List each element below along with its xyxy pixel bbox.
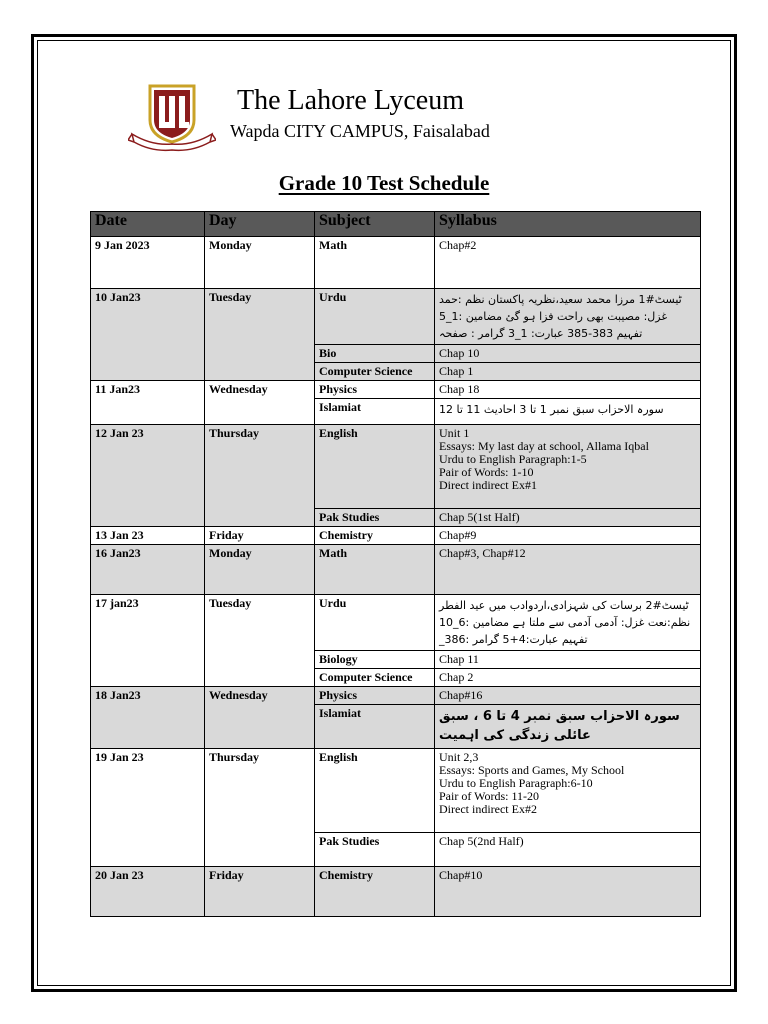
syllabus-cell: سورہ الاحزاب سبق نمبر 1 تا 3 احادیث 11 تا 12 bbox=[435, 399, 701, 425]
date-cell: 16 Jan23 bbox=[91, 545, 205, 595]
day-cell: Tuesday bbox=[205, 595, 315, 687]
subject-cell: Math bbox=[315, 237, 435, 289]
syllabus-cell: ٹیسٹ#1 مرزا محمد سعید،نظریہ پاکستان نظم :حمد غزل: مصیبت بھی راحت فزا ہو گئ مضامین :1_5 تفہیم 383-385 عبارت: 1_3 گرامر : صفحہ bbox=[435, 289, 701, 345]
subject-cell: Computer Science bbox=[315, 669, 435, 687]
day-cell: Friday bbox=[205, 867, 315, 917]
subject-cell: Chemistry bbox=[315, 867, 435, 917]
syllabus-cell: Chap 11 bbox=[435, 651, 701, 669]
table-row bbox=[91, 749, 701, 833]
syllabus-cell: Unit 1 Essays: My last day at school, Allama Iqbal Urdu to English Paragraph:1-5 Pair of Words: 1-10 Direct indirect Ex#1 bbox=[435, 425, 701, 509]
table-row bbox=[91, 595, 701, 651]
syllabus-cell: Chap#2 bbox=[435, 237, 701, 289]
subject-cell: Pak Studies bbox=[315, 509, 435, 527]
subject-cell: Biology bbox=[315, 651, 435, 669]
table-row bbox=[91, 381, 701, 399]
table-header-row bbox=[91, 212, 701, 237]
subject-cell: Islamiat bbox=[315, 705, 435, 749]
subject-cell: Islamiat bbox=[315, 399, 435, 425]
syllabus-cell: ٹیسٹ#2 برسات کی شہزادی،اردوادب میں عید الفطر نظم:نعت غزل: آدمی آدمی سے ملتا ہے مضامین :6_10 تفہیم عبارت:4+5 گرامر :386_ bbox=[435, 595, 701, 651]
date-cell: 20 Jan 23 bbox=[91, 867, 205, 917]
test-schedule-table bbox=[90, 211, 701, 917]
day-cell: Monday bbox=[205, 545, 315, 595]
table-row bbox=[91, 687, 701, 705]
page-title: Grade 10 Test Schedule bbox=[278, 171, 490, 195]
subject-cell: Computer Science bbox=[315, 363, 435, 381]
date-cell: 19 Jan 23 bbox=[91, 749, 205, 867]
date-cell: 10 Jan23 bbox=[91, 289, 205, 381]
subject-cell: Pak Studies bbox=[315, 833, 435, 867]
header-date: Date bbox=[91, 212, 205, 237]
syllabus-cell: Unit 2,3 Essays: Sports and Games, My School Urdu to English Paragraph:6-10 Pair of Words: 11-20 Direct indirect Ex#2 bbox=[435, 749, 701, 833]
syllabus-cell: Chap#10 bbox=[435, 867, 701, 917]
day-cell: Wednesday bbox=[205, 381, 315, 425]
subject-cell: English bbox=[315, 425, 435, 509]
header-subject: Subject bbox=[315, 212, 435, 237]
subject-cell: English bbox=[315, 749, 435, 833]
date-cell: 13 Jan 23 bbox=[91, 527, 205, 545]
syllabus-cell: Chap 5(2nd Half) bbox=[435, 833, 701, 867]
table-row bbox=[91, 289, 701, 345]
syllabus-cell: Chap#3, Chap#12 bbox=[435, 545, 701, 595]
table-row bbox=[91, 237, 701, 289]
syllabus-cell: Chap 5(1st Half) bbox=[435, 509, 701, 527]
syllabus-cell: Chap 1 bbox=[435, 363, 701, 381]
syllabus-cell: Chap 2 bbox=[435, 669, 701, 687]
table-row bbox=[91, 867, 701, 917]
school-name: The Lahore Lyceum bbox=[237, 85, 465, 116]
date-cell: 18 Jan23 bbox=[91, 687, 205, 749]
campus-name: Wapda CITY CAMPUS, Faisalabad bbox=[230, 121, 490, 141]
day-cell: Wednesday bbox=[205, 687, 315, 749]
syllabus-cell: Chap 18 bbox=[435, 381, 701, 399]
school-crest-icon bbox=[128, 80, 216, 152]
date-cell: 17 jan23 bbox=[91, 595, 205, 687]
table-row bbox=[91, 527, 701, 545]
day-cell: Tuesday bbox=[205, 289, 315, 381]
syllabus-cell: سورہ الاحزاب سبق نمبر 4 تا 6 ، سبق عائلی زندگی کی اہمیت bbox=[435, 705, 701, 749]
subject-cell: Urdu bbox=[315, 289, 435, 345]
date-cell: 11 Jan23 bbox=[91, 381, 205, 425]
table-row bbox=[91, 425, 701, 509]
subject-cell: Math bbox=[315, 545, 435, 595]
subject-cell: Chemistry bbox=[315, 527, 435, 545]
date-cell: 12 Jan 23 bbox=[91, 425, 205, 527]
date-cell: 9 Jan 2023 bbox=[91, 237, 205, 289]
header-day: Day bbox=[205, 212, 315, 237]
table-row bbox=[91, 545, 701, 595]
subject-cell: Urdu bbox=[315, 595, 435, 651]
syllabus-cell: Chap#16 bbox=[435, 687, 701, 705]
subject-cell: Bio bbox=[315, 345, 435, 363]
subject-cell: Physics bbox=[315, 381, 435, 399]
syllabus-cell: Chap 10 bbox=[435, 345, 701, 363]
day-cell: Thursday bbox=[205, 425, 315, 527]
day-cell: Thursday bbox=[205, 749, 315, 867]
subject-cell: Physics bbox=[315, 687, 435, 705]
header-syllabus: Syllabus bbox=[435, 212, 701, 237]
syllabus-cell: Chap#9 bbox=[435, 527, 701, 545]
day-cell: Friday bbox=[205, 527, 315, 545]
day-cell: Monday bbox=[205, 237, 315, 289]
